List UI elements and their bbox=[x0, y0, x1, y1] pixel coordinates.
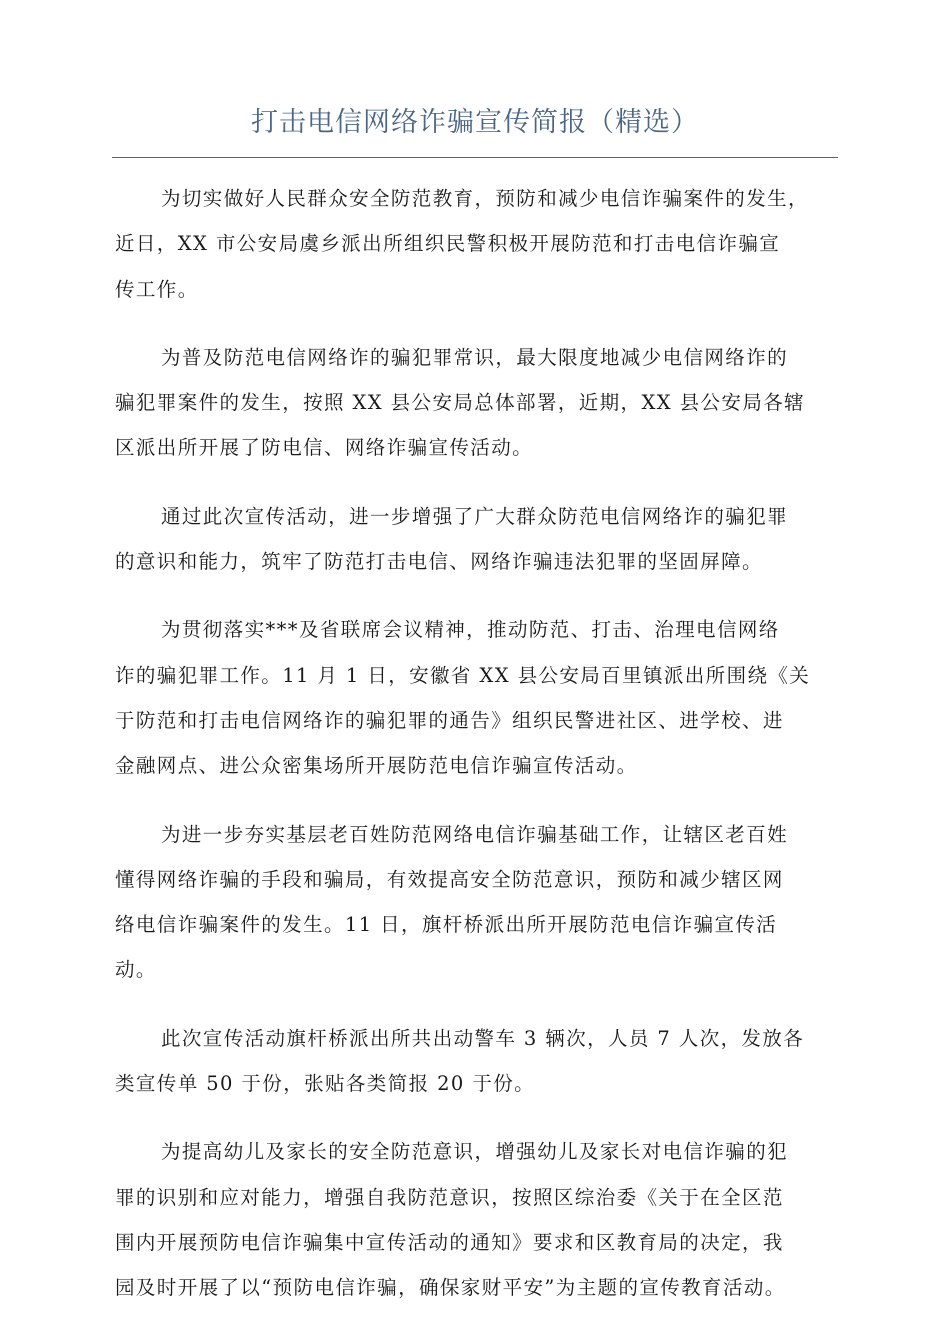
paragraph-line: 罪的识别和应对能力，增强自我防范意识，按照区综治委《关于在全区范 bbox=[115, 1185, 784, 1209]
paragraph-3 bbox=[115, 494, 855, 585]
paragraph-line: 类宣传单 50 于份，张贴各类简报 20 于份。 bbox=[115, 1072, 536, 1096]
paragraph-line: 络电信诈骗案件的发生。11 日，旗杆桥派出所开展防范电信诈骗宣传活 bbox=[115, 913, 778, 937]
paragraph-4 bbox=[115, 607, 855, 788]
paragraph-line: 骗犯罪案件的发生，按照 XX 县公安局总体部署，近期，XX 县公安局各辖 bbox=[115, 391, 806, 415]
paragraph-line: 为普及防范电信网络诈的骗犯罪常识，最大限度地减少电信网络诈的 bbox=[161, 345, 789, 369]
paragraph-line: 为提高幼儿及家长的安全防范意识，增强幼儿及家长对电信诈骗的犯 bbox=[161, 1140, 789, 1164]
paragraph-line: 区派出所开展了防电信、网络诈骗宣传活动。 bbox=[115, 436, 534, 460]
title-divider bbox=[112, 157, 838, 158]
paragraph-line: 园及时开展了以“预防电信诈骗，确保家财平安”为主题的宣传教育活动。 bbox=[115, 1276, 786, 1300]
paragraph-line: 金融网点、进公众密集场所开展防范电信诈骗宣传活动。 bbox=[115, 754, 638, 778]
paragraph-line: 通过此次宣传活动，进一步增强了广大群众防范电信网络诈的骗犯罪 bbox=[161, 504, 789, 528]
paragraph-line: 诈的骗犯罪工作。11 月 1 日，安徽省 XX 县公安局百里镇派出所围绕《关 bbox=[115, 663, 811, 687]
document-title: 打击电信网络诈骗宣传简报（精选） bbox=[251, 107, 699, 138]
paragraph-line: 于防范和打击电信网络诈的骗犯罪的通告》组织民警进社区、进学校、进 bbox=[115, 708, 784, 732]
paragraph-line: 动。 bbox=[115, 958, 157, 982]
paragraph-line: 懂得网络诈骗的手段和骗局，有效提高安全防范意识，预防和减少辖区网 bbox=[115, 867, 784, 891]
paragraph-line: 此次宣传活动旗杆桥派出所共出动警车 3 辆次，人员 7 人次，发放各 bbox=[161, 1026, 805, 1050]
document-body bbox=[115, 176, 855, 1334]
paragraph-1 bbox=[115, 176, 855, 312]
paragraph-line: 的意识和能力，筑牢了防范打击电信、网络诈骗违法犯罪的坚固屏障。 bbox=[115, 550, 763, 574]
paragraph-line: 传工作。 bbox=[115, 277, 199, 301]
paragraph-line: 近日，XX 市公安局虞乡派出所组织民警积极开展防范和打击电信诈骗宣 bbox=[115, 232, 781, 256]
paragraph-line: 为进一步夯实基层老百姓防范网络电信诈骗基础工作，让辖区老百姓 bbox=[161, 822, 789, 846]
paragraph-2 bbox=[115, 335, 855, 471]
paragraph-line: 为切实做好人民群众安全防范教育，预防和减少电信诈骗案件的发生， bbox=[161, 187, 809, 210]
paragraph-line: 围内开展预防电信诈骗集中宣传活动的通知》要求和区教育局的决定，我 bbox=[115, 1230, 784, 1254]
paragraph-6 bbox=[115, 1016, 855, 1107]
paragraph-5 bbox=[115, 812, 855, 993]
paragraph-7 bbox=[115, 1129, 855, 1310]
paragraph-line: 为贯彻落实***及省联席会议精神，推动防范、打击、治理电信网络 bbox=[161, 618, 780, 642]
